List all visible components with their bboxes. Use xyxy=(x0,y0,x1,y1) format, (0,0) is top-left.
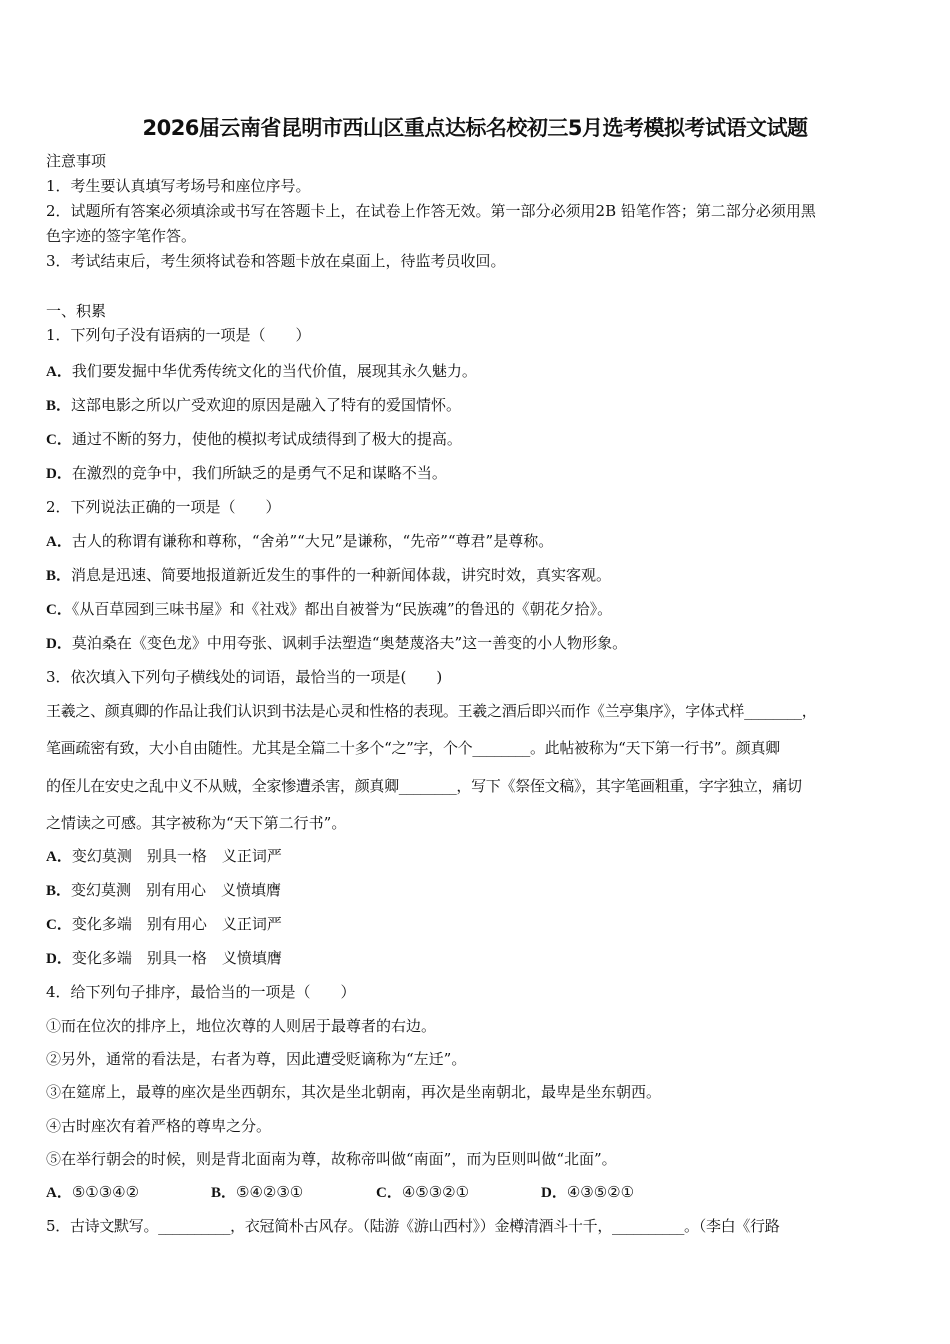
q2-stem: 2．下列说法正确的一项是（ ） xyxy=(46,498,281,516)
option-label: A． xyxy=(46,1185,72,1201)
q4-option-c xyxy=(376,1182,541,1203)
q1-option-a xyxy=(46,361,916,382)
option-text: ④⑤③②① xyxy=(401,1183,470,1201)
option-label: C． xyxy=(46,917,72,933)
option-label: B． xyxy=(46,883,72,899)
q1-option-b xyxy=(46,395,916,416)
q2-option-b xyxy=(46,565,916,586)
option-label: D． xyxy=(46,951,72,967)
q4-sentence: ③在筵席上，最尊的座次是坐西朝东，其次是坐北朝南，再次是坐南朝北，最卑是坐东朝西。 xyxy=(46,1083,662,1101)
q4-sentence: ①而在位次的排序上，地位次尊的人则居于最尊者的右边。 xyxy=(46,1017,437,1035)
option-text: 古人的称谓有谦称和尊称，“舍弟”“大兄”是谦称，“先帝”“尊君”是尊称。 xyxy=(71,532,554,550)
q2-option-a xyxy=(46,531,916,552)
option-label: A． xyxy=(46,364,72,380)
option-label: A． xyxy=(46,849,72,865)
notice-heading: 注意事项 xyxy=(46,152,107,170)
q2-option-c xyxy=(46,599,916,620)
q3-passage-line: 王羲之、颜真卿的作品让我们认识到书法是心灵和性格的表现。王羲之酒后即兴而作《兰亭集序》，字体式样________， xyxy=(46,702,817,720)
q4-stem: 4．给下列句子排序，最恰当的一项是（ ） xyxy=(46,983,356,1001)
q3-option-a xyxy=(46,846,916,867)
q4-sentence: ④古时座次有着严格的尊卑之分。 xyxy=(46,1117,272,1135)
option-text: 在激烈的竞争中，我们所缺乏的是勇气不足和谋略不当。 xyxy=(71,464,447,482)
q3-passage-line: 之情读之可感。其字被称为“天下第二行书”。 xyxy=(46,814,347,832)
q4-option-a xyxy=(46,1182,211,1203)
option-label: C． xyxy=(46,602,72,618)
notice-item: 1．考生要认真填写考场号和座位序号。 xyxy=(46,177,311,195)
option-text: 变化多端 别具一格 义愤填膺 xyxy=(71,949,282,967)
option-label: D． xyxy=(46,636,72,652)
option-text: 这部电影之所以广受欢迎的原因是融入了特有的爱国情怀。 xyxy=(71,396,462,414)
option-text: ⑤①③④② xyxy=(71,1183,140,1201)
q1-stem: 1．下列句子没有语病的一项是（ ） xyxy=(46,326,311,344)
option-text: 通过不断的努力，使他的模拟考试成绩得到了极大的提高。 xyxy=(71,430,462,448)
option-label: B． xyxy=(46,568,72,584)
notice-item: 色字迹的签字笔作答。 xyxy=(46,227,197,245)
q3-stem: 3．依次填入下列句子横线处的词语，最恰当的一项是( ) xyxy=(46,668,443,686)
document-title: 2026届云南省昆明市西山区重点达标名校初三5月选考模拟考试语文试题 xyxy=(142,116,808,140)
q4-sentence: ⑤在举行朝会的时候，则是背北面南为尊，故称帝叫做“南面”，而为臣则叫做“北面”。 xyxy=(46,1150,617,1168)
option-label: B． xyxy=(46,398,72,414)
option-label: D． xyxy=(541,1185,567,1201)
q3-passage-line: 的侄儿在安史之乱中义不从贼，全家惨遭杀害，颜真卿________，写下《祭侄文稿》，其字笔画粗重，字字独立，痛切 xyxy=(46,777,802,795)
option-text: ④③⑤②① xyxy=(566,1183,635,1201)
section-heading: 一、积累 xyxy=(46,302,107,320)
option-text: 我们要发掘中华优秀传统文化的当代价值，展现其永久魅力。 xyxy=(71,362,477,380)
option-label: B． xyxy=(211,1185,237,1201)
q5-stem: 5．古诗文默写。__________，衣冠简朴古风存。（陆游《游山西村》）金樽清酒斗十千，__________。（李白《行路 xyxy=(46,1217,780,1235)
option-text: 消息是迅速、简要地报道新近发生的事件的一种新闻体裁，讲究时效，真实客观。 xyxy=(71,566,612,584)
notice-item: 2．试题所有答案必须填涂或书写在答题卡上，在试卷上作答无效。第一部分必须用2B 铅笔作答；第二部分必须用黑 xyxy=(46,202,816,220)
option-text: 莫泊桑在《变色龙》中用夸张、讽刺手法塑造“奥楚蔑洛夫”这一善变的小人物形象。 xyxy=(71,634,628,652)
option-text: ⑤④②③① xyxy=(236,1183,304,1201)
option-label: A． xyxy=(46,534,72,550)
option-text: 《从百草园到三味书屋》和《社戏》都出自被誉为“民族魂”的鲁迅的《朝花夕拾》。 xyxy=(71,600,613,618)
q3-option-d xyxy=(46,948,916,969)
q2-option-d xyxy=(46,633,916,654)
q4-option-b xyxy=(211,1182,376,1203)
q4-options xyxy=(46,1182,916,1203)
q3-passage-line: 笔画疏密有致，大小自由随性。尤其是全篇二十多个“之”字，个个________。此帖被称为“天下第一行书”。颜真卿 xyxy=(46,739,780,757)
option-text: 变幻莫测 别有用心 义愤填膺 xyxy=(71,881,282,899)
q1-option-d xyxy=(46,463,916,484)
q1-option-c xyxy=(46,429,916,450)
q4-sentence: ②另外，通常的看法是，右者为尊，因此遭受贬谪称为“左迁”。 xyxy=(46,1050,467,1068)
option-label: C． xyxy=(46,432,72,448)
option-text: 变幻莫测 别具一格 义正词严 xyxy=(71,847,282,865)
option-text: 变化多端 别有用心 义正词严 xyxy=(71,915,282,933)
option-label: D． xyxy=(46,466,72,482)
q4-option-d xyxy=(541,1182,706,1203)
q3-option-b xyxy=(46,880,916,901)
q3-option-c xyxy=(46,914,916,935)
notice-item: 3．考试结束后，考生须将试卷和答题卡放在桌面上，待监考员收回。 xyxy=(46,252,506,270)
option-label: C． xyxy=(376,1185,402,1201)
